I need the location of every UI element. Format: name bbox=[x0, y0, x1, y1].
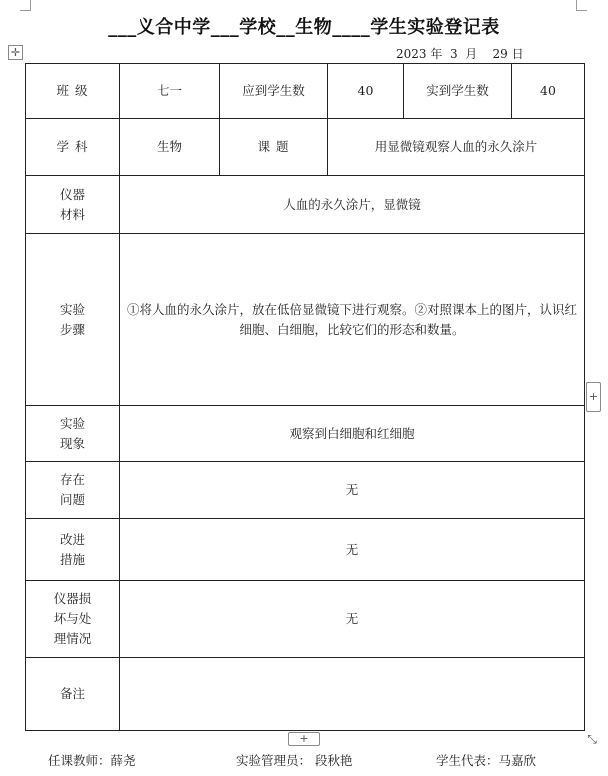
table-row bbox=[26, 658, 585, 731]
add-row-button[interactable]: + bbox=[288, 732, 320, 746]
table-move-handle-icon[interactable]: ✛ bbox=[8, 45, 23, 60]
actual-students-label: 实到学生数 bbox=[404, 64, 512, 119]
table-row bbox=[26, 64, 585, 119]
remarks-label: 备注 bbox=[26, 658, 120, 731]
phenomenon-value[interactable]: 观察到白细胞和红细胞 bbox=[120, 406, 585, 462]
expected-students-label: 应到学生数 bbox=[220, 64, 328, 119]
class-value[interactable]: 七一 bbox=[120, 64, 220, 119]
damage-label: 仪器损 坏与处 理情况 bbox=[26, 581, 120, 658]
class-label: 班 级 bbox=[26, 64, 120, 119]
table-row bbox=[26, 581, 585, 658]
equipment-label: 仪器 材料 bbox=[26, 176, 120, 234]
table-resize-icon[interactable]: ⤡ bbox=[587, 732, 597, 746]
document-title: ___义合中学___学校__生物____学生实验登记表 bbox=[108, 17, 500, 38]
table-row bbox=[26, 519, 585, 581]
table-row bbox=[26, 406, 585, 462]
equipment-value[interactable]: 人血的永久涂片，显微镜 bbox=[120, 176, 585, 234]
improvement-label: 改进 措施 bbox=[26, 519, 120, 581]
table-row bbox=[26, 176, 585, 234]
actual-students-value[interactable]: 40 bbox=[512, 64, 585, 119]
topic-value[interactable]: 用显微镜观察人血的永久涂片 bbox=[328, 119, 585, 176]
steps-value[interactable]: ①将人血的永久涂片，放在低倍显微镜下进行观察。②对照课本上的图片，认识红细胞、白细胞，比较它们的形态和数量。 bbox=[120, 234, 585, 406]
subject-label: 学 科 bbox=[26, 119, 120, 176]
damage-value[interactable]: 无 bbox=[120, 581, 585, 658]
page-corner-mark bbox=[20, 0, 31, 11]
experiment-log-table bbox=[25, 63, 585, 731]
phenomenon-label: 实验 现象 bbox=[26, 406, 120, 462]
subject-value[interactable]: 生物 bbox=[120, 119, 220, 176]
teacher-signature: 任课教师：薛尧 bbox=[48, 753, 136, 768]
table-row bbox=[26, 234, 585, 406]
lab-manager-signature: 实验管理员： 段秋艳 bbox=[236, 753, 353, 768]
expected-students-value[interactable]: 40 bbox=[328, 64, 404, 119]
page-corner-mark bbox=[576, 0, 587, 11]
problems-value[interactable]: 无 bbox=[120, 462, 585, 519]
steps-label: 实验 步骤 bbox=[26, 234, 120, 406]
improvement-value[interactable]: 无 bbox=[120, 519, 585, 581]
record-date: 2023 年 3 月 29 日 bbox=[396, 47, 524, 61]
table-row bbox=[26, 119, 585, 176]
problems-label: 存在 问题 bbox=[26, 462, 120, 519]
topic-label: 课 题 bbox=[220, 119, 328, 176]
remarks-value[interactable] bbox=[120, 658, 585, 731]
student-rep-signature: 学生代表：马嘉欣 bbox=[436, 753, 537, 768]
table-row bbox=[26, 462, 585, 519]
add-column-button[interactable]: + bbox=[586, 382, 601, 412]
